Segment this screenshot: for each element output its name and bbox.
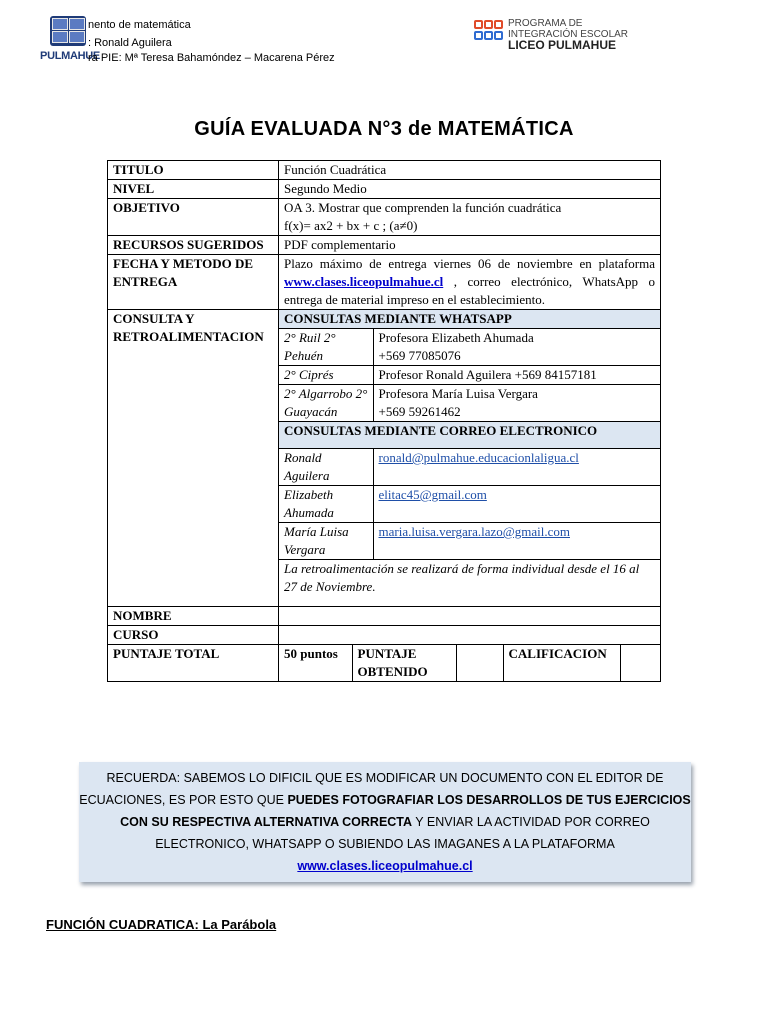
whatsapp-row [279, 385, 660, 422]
consulta-content [279, 310, 661, 607]
email-row [279, 486, 660, 523]
row-nivel [108, 180, 661, 199]
row-fecha [108, 255, 661, 310]
fecha-label: FECHA Y METODO DE ENTREGA [108, 255, 279, 310]
header-pie-team: ra PIE: Mª Teresa Bahamóndez – Macarena Pérez [88, 52, 335, 64]
objetivo-formula: f(x)= ax2 + bx + c ; (a≠0) [284, 218, 418, 233]
calificacion-label: CALIFICACION [503, 645, 620, 681]
email-link[interactable]: ronald@pulmahue.educacionlaligua.cl [373, 449, 660, 486]
email-row [279, 449, 660, 486]
fecha-text-2: , correo electrónico, WhatsApp o entrega de material impreso en el establecimiento. [284, 274, 656, 307]
puntaje-total-label: PUNTAJE TOTAL [108, 645, 279, 682]
objetivo-text: OA 3. Mostrar que comprenden la función cuadrática [284, 200, 562, 215]
reminder-box [79, 762, 691, 882]
reminder-text-bold: PUEDES FOTOGRAFIAR LOS DESARROLLOS DE TUS EJERCICIOS CON SU RESPECTIVA ALTERNATIVA CORRECTA [120, 793, 691, 829]
curso-field[interactable] [279, 626, 661, 645]
pie-program-logo [474, 18, 634, 54]
email-name: María Luisa Vergara [279, 523, 373, 560]
whatsapp-contact: Profesora María Luisa Vergara +569 59261462 [373, 385, 660, 422]
pie-logo-icon [474, 18, 504, 50]
puntaje-table [279, 645, 660, 681]
correo-header: CONSULTAS MEDIANTE CORREO ELECTRONICO [279, 422, 660, 449]
row-puntaje [108, 645, 661, 682]
puntaje-obtenido-label: PUNTAJE OBTENIDO [352, 645, 456, 681]
whatsapp-curso: 2° Ciprés [279, 366, 373, 385]
row-curso [108, 626, 661, 645]
header-department: nento de matemática [88, 19, 191, 31]
consulta-label: CONSULTA Y RETROALIMENTACION [108, 310, 279, 607]
reminder-platform-link[interactable]: www.clases.liceopulmahue.cl [297, 859, 473, 873]
recursos-value: PDF complementario [279, 236, 661, 255]
page-title: GUÍA EVALUADA N°3 de MATEMÁTICA [194, 118, 574, 140]
puntaje-obtenido-field[interactable] [456, 645, 503, 681]
whatsapp-table [279, 310, 660, 606]
retro-note: La retroalimentación se realizará de forma individual desde el 16 al 27 de Noviembre. [279, 560, 660, 607]
email-link[interactable]: elitac45@gmail.com [373, 486, 660, 523]
email-name: Elizabeth Ahumada [279, 486, 373, 523]
row-consulta [108, 310, 661, 607]
fecha-value [279, 255, 661, 310]
titulo-value: Función Cuadrática [279, 161, 661, 180]
objetivo-label: OBJETIVO [108, 199, 279, 236]
pie-logo-text: PROGRAMA DE INTEGRACIÓN ESCOLAR LICEO PULMAHUE [508, 18, 629, 52]
reminder-text-2: Y ENVIAR LA ACTIVIDAD POR CORREO ELECTRONICO, WHATSAPP O SUBIENDO LAS IMAGANES A LA PLATAFORMA [155, 815, 650, 851]
reminder-text-1: RECUERDA: SABEMOS LO DIFICIL QUE ES MODIFICAR UN DOCUMENTO CON EL EDITOR DE ECUACIONES, ES POR ESTO QUE [79, 771, 664, 807]
header-teacher: : Ronald Aguilera [88, 37, 172, 49]
fecha-text-1: Plazo máximo de entrega viernes 06 de noviembre en plataforma [284, 256, 655, 271]
row-recursos [108, 236, 661, 255]
whatsapp-row [279, 366, 660, 385]
titulo-label: TITULO [108, 161, 279, 180]
email-link[interactable]: maria.luisa.vergara.lazo@gmail.com [373, 523, 660, 560]
puntaje-content [279, 645, 661, 682]
whatsapp-curso: 2° Ruil 2° Pehuén [279, 329, 373, 366]
school-logo-name: PULMAHUE [40, 50, 100, 62]
section-heading: FUNCIÓN CUADRATICA: La Parábola [46, 917, 277, 932]
platform-link[interactable]: www.clases.liceopulmahue.cl [284, 274, 444, 289]
curso-label: CURSO [108, 626, 279, 645]
nivel-label: NIVEL [108, 180, 279, 199]
objetivo-value [279, 199, 661, 236]
recursos-label: RECURSOS SUGERIDOS [108, 236, 279, 255]
whatsapp-header: CONSULTAS MEDIANTE WHATSAPP [279, 310, 660, 329]
school-shield-icon [50, 16, 86, 46]
row-objetivo [108, 199, 661, 236]
assignment-info-table [107, 160, 661, 682]
whatsapp-row [279, 329, 660, 366]
whatsapp-contact: Profesora Elizabeth Ahumada +569 77085076 [373, 329, 660, 366]
whatsapp-curso: 2° Algarrobo 2° Guayacán [279, 385, 373, 422]
calificacion-field[interactable] [620, 645, 660, 681]
email-name: Ronald Aguilera [279, 449, 373, 486]
email-row [279, 523, 660, 560]
nivel-value: Segundo Medio [279, 180, 661, 199]
whatsapp-contact: Profesor Ronald Aguilera +569 84157181 [373, 366, 660, 385]
puntaje-total-value: 50 puntos [279, 645, 352, 681]
row-nombre [108, 607, 661, 626]
nombre-field[interactable] [279, 607, 661, 626]
row-titulo [108, 161, 661, 180]
nombre-label: NOMBRE [108, 607, 279, 626]
